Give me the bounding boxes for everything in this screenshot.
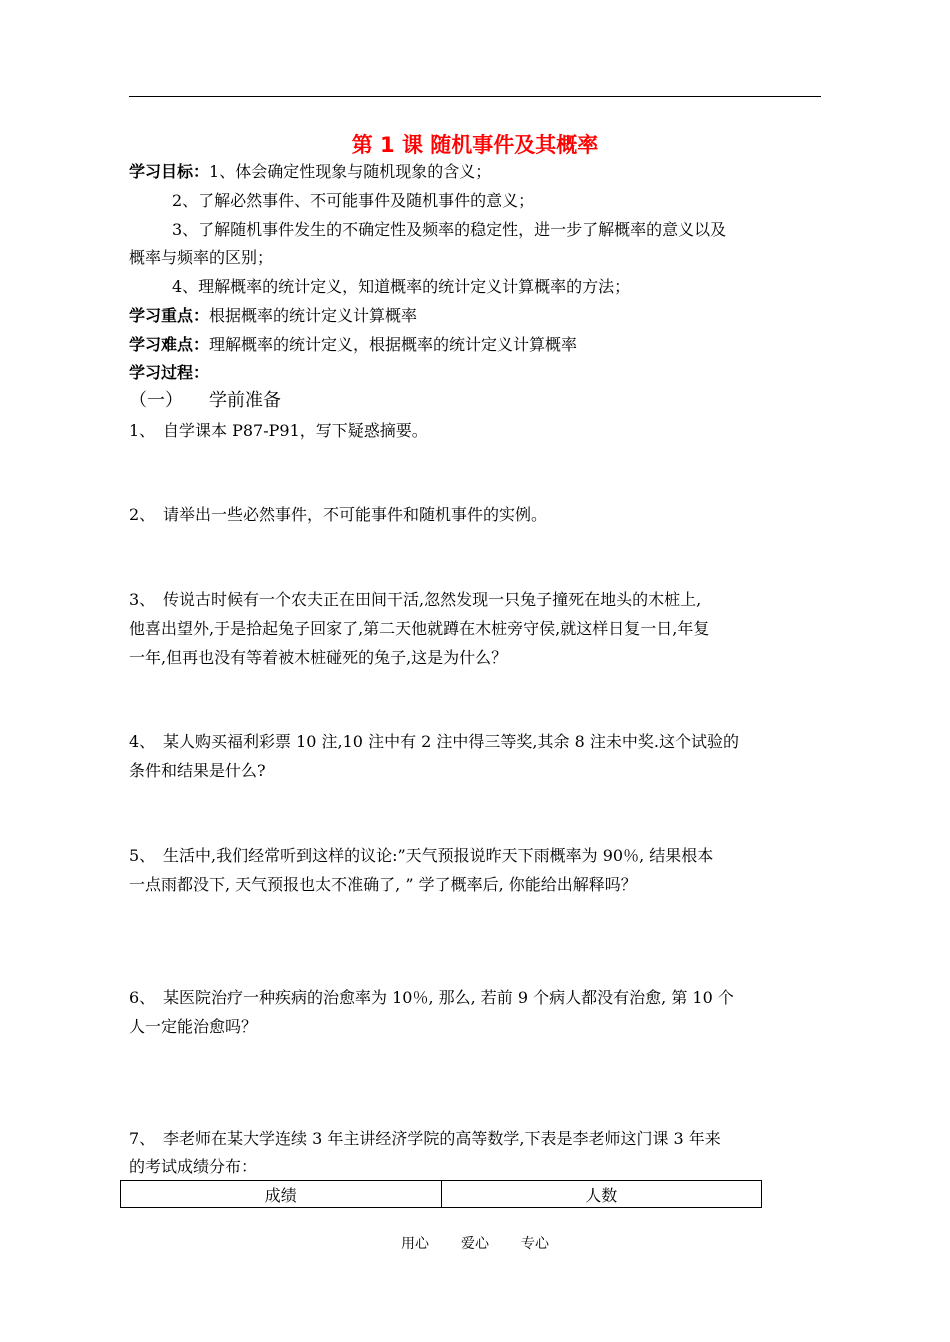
key-point-label: 学习重点： [129, 306, 210, 325]
footer-item-3: 专心 [521, 1236, 549, 1252]
question-4-line-2: 条件和结果是什么? [129, 761, 266, 780]
question-7-number: 7、 [129, 1129, 156, 1148]
objective-2: 2、了解必然事件、不可能事件及随机事件的意义； [172, 191, 535, 210]
question-5-line-2: 一点雨都没下, 天气预报也太不准确了, ” 学了概率后, 你能给出解释吗？ [129, 875, 637, 894]
question-1 [129, 417, 829, 445]
question-3-line-1 [129, 586, 829, 614]
question-1-text: 自学课本 P87-P91，写下疑惑摘要。 [163, 421, 428, 440]
key-point-text: 根据概率的统计定义计算概率 [209, 306, 418, 325]
question-6-line-2: 人一定能治愈吗？ [129, 1017, 258, 1036]
process-heading [129, 359, 829, 387]
header-rule [129, 96, 821, 97]
objectives-line-1 [129, 158, 829, 186]
question-7-text-1: 李老师在某大学连续 3 年主讲经济学院的高等数学,下表是李老师这门课 3 年来 [163, 1129, 721, 1148]
question-7-line-2: 的考试成绩分布： [129, 1157, 258, 1176]
question-6-number: 6、 [129, 988, 156, 1007]
footer-item-2: 爱心 [461, 1236, 489, 1252]
table-header-row [121, 1181, 762, 1208]
section-1-prefix: （一） [129, 390, 183, 411]
footer-item-1: 用心 [401, 1236, 429, 1252]
question-5-number: 5、 [129, 846, 156, 865]
question-6-line-1 [129, 984, 829, 1012]
objective-3-line-2: 概率与频率的区别； [129, 248, 274, 267]
question-3-number: 3、 [129, 590, 156, 609]
question-5-line-1 [129, 842, 829, 870]
question-4-text-1: 某人购买福利彩票 10 注,10 注中有 2 注中得三等奖,其余 8 注未中奖.这个试验的 [163, 732, 739, 751]
objective-4: 4、理解概率的统计定义，知道概率的统计定义计算概率的方法； [172, 277, 631, 296]
process-label: 学习过程： [129, 363, 210, 382]
question-2-number: 2、 [129, 505, 156, 524]
table-header-score: 成绩 [121, 1181, 442, 1208]
page-title: 第 1 课 随机事件及其概率 [351, 133, 599, 157]
difficulty-text: 理解概率的统计定义，根据概率的统计定义计算概率 [209, 335, 578, 354]
score-distribution-table [120, 1180, 762, 1208]
question-4-number: 4、 [129, 732, 156, 751]
page-footer [0, 1232, 950, 1256]
section-1-heading [129, 387, 829, 415]
question-2-text: 请举出一些必然事件，不可能事件和随机事件的实例。 [163, 505, 548, 524]
difficulty [129, 331, 829, 359]
question-7-line-1 [129, 1125, 829, 1153]
question-3-line-2: 他喜出望外,于是拾起兔子回家了,第二天他就蹲在木桩旁守侯,就这样日复一日,年复 [129, 619, 710, 638]
question-5-text-1: 生活中,我们经常听到这样的议论:”天气预报说昨天下雨概率为 90％, 结果根本 [163, 846, 714, 865]
question-3-line-3: 一年,但再也没有等着被木桩碰死的兔子,这是为什么？ [129, 648, 508, 667]
objectives-label: 学习目标： [129, 162, 210, 181]
table-header-count: 人数 [441, 1181, 762, 1208]
question-3-text-1: 传说古时候有一个农夫正在田间干活,忽然发现一只兔子撞死在地头的木桩上, [163, 590, 702, 609]
objective-3-line-1: 3、了解随机事件发生的不确定性及频率的稳定性，进一步了解概率的意义以及 [172, 220, 727, 239]
section-1-title: 学前准备 [209, 390, 281, 411]
difficulty-label: 学习难点： [129, 335, 210, 354]
question-2 [129, 501, 829, 529]
key-point [129, 302, 829, 330]
question-1-number: 1、 [129, 421, 156, 440]
question-4-line-1 [129, 728, 829, 756]
question-6-text-1: 某医院治疗一种疾病的治愈率为 10％, 那么, 若前 9 个病人都没有治愈, 第 10 个 [163, 988, 734, 1007]
objective-1: 1、体会确定性现象与随机现象的含义； [209, 162, 492, 181]
